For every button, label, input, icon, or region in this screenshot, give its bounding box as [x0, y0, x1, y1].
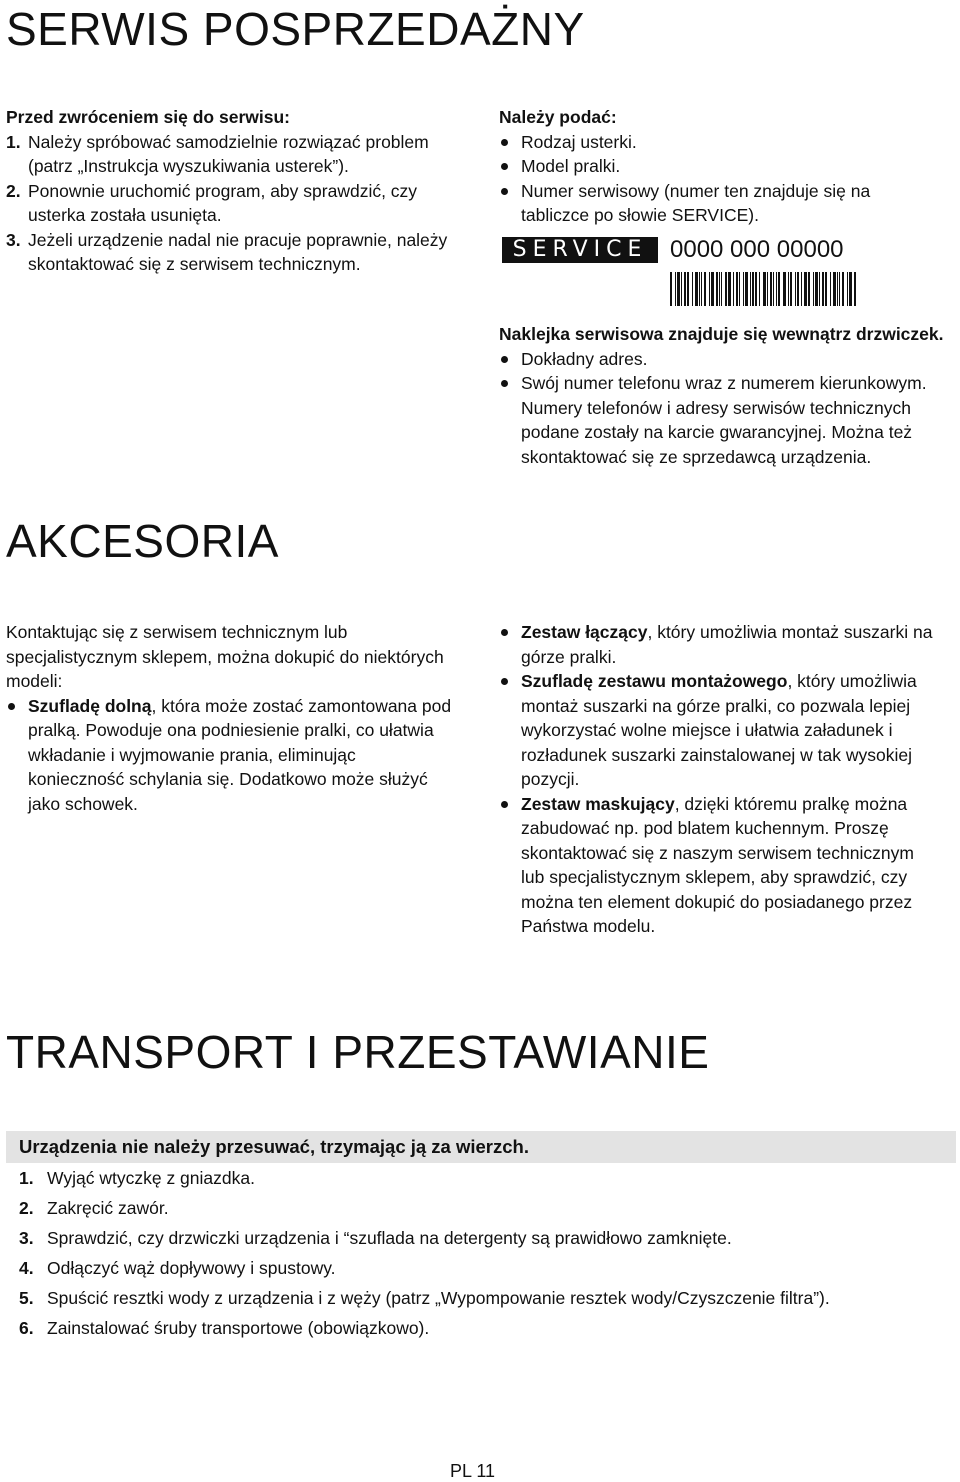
accessories-section-title: AKCESORIA	[6, 515, 279, 567]
accessories-right-list	[499, 620, 939, 939]
list-item	[19, 1226, 949, 1251]
list-item	[6, 179, 476, 228]
barcode-bar	[701, 272, 702, 306]
barcode-bar	[752, 272, 754, 306]
step-number: 6.	[19, 1318, 34, 1338]
list-item	[6, 228, 476, 277]
step-text: Spuścić resztki wody z urządzenia i z węży (patrz „Wypompowanie resztek wody/Czyszczenie filtra”).	[47, 1288, 830, 1308]
step-number: 2.	[19, 1198, 34, 1218]
list-item	[19, 1316, 949, 1341]
list-item	[19, 1256, 949, 1281]
barcode-bar	[721, 272, 722, 306]
list-item	[499, 620, 939, 669]
provide-list	[499, 130, 919, 228]
step-number: 2.	[6, 180, 21, 201]
barcode-bar	[839, 272, 840, 306]
barcode-bar	[733, 272, 734, 306]
service-section-title: SERWIS POSPRZEDAŻNY	[6, 3, 585, 55]
list-item: Swój numer telefonu wraz z numerem kierunkowym.	[499, 371, 949, 396]
step-number: 5.	[19, 1288, 34, 1308]
barcode-bar	[670, 272, 672, 306]
provide-info-block	[499, 105, 919, 228]
step-text: Wyjąć wtyczkę z gniazdka.	[47, 1168, 255, 1188]
transport-steps	[19, 1166, 949, 1341]
barcode-bar	[681, 272, 682, 306]
list-item	[6, 130, 476, 179]
barcode-bar	[819, 272, 820, 306]
contact-note: Numery telefonów i adresy serwisów technicznych podane zostały na karcie gwarancyjnej. Można też skontaktować się ze sprzedawcą urządzenia.	[521, 397, 913, 467]
step-number: 4.	[19, 1258, 34, 1278]
barcode-bar	[795, 272, 796, 306]
service-word-box: SERVICE	[502, 237, 658, 263]
barcode-bar	[783, 272, 786, 306]
barcode-bar	[716, 272, 718, 306]
item-name: Zestaw łączący	[521, 622, 648, 642]
barcode-bar	[719, 272, 720, 306]
step-number: 1.	[6, 131, 21, 152]
step-text: Zainstalować śruby transportowe (obowiązkowo).	[47, 1318, 430, 1338]
barcode-bar	[725, 272, 727, 306]
barcode-bar	[773, 272, 774, 306]
service-label	[502, 237, 862, 307]
barcode-bar	[815, 272, 818, 306]
list-item	[6, 694, 456, 817]
barcode-bar	[770, 272, 772, 306]
step-number: 3.	[6, 229, 21, 250]
barcode-bar	[849, 272, 852, 306]
transport-section-title: TRANSPORT I PRZESTAWIANIE	[6, 1026, 710, 1078]
barcode-bar	[739, 272, 740, 306]
barcode-bar	[767, 272, 768, 306]
accessories-left-column	[6, 620, 456, 816]
step-text: Ponownie uruchomić program, aby sprawdzić, czy usterka została usunięta.	[28, 180, 418, 225]
transport-warning: Urządzenia nie należy przesuwać, trzymając ją za wierzch.	[19, 1136, 529, 1157]
list-item	[19, 1166, 949, 1191]
step-text: Odłączyć wąż dopływowy i spustowy.	[47, 1258, 336, 1278]
barcode-bar	[709, 272, 710, 306]
item-name: Szufladę dolną	[28, 695, 152, 716]
barcode-bar	[847, 272, 848, 306]
barcode-bar	[825, 272, 827, 306]
before-service-steps	[6, 130, 476, 277]
item-description: , dzięki któremu pralkę można zabudować np. pod blatem kuchennym. Proszę skontaktować się z naszym serwisem technicznym lub specjalistycznym sklepem, aby sprawdzić, czy można ten element dokupić do posiadanego przez Państwa modelu.	[521, 793, 914, 936]
barcode-bar	[711, 272, 714, 306]
barcode-bar	[687, 272, 689, 306]
step-number: 1.	[19, 1168, 34, 1188]
barcode-bar	[763, 272, 766, 306]
barcode-bar	[778, 272, 780, 306]
barcode-bar	[675, 272, 676, 306]
barcode-bar	[755, 272, 757, 306]
barcode-bar	[750, 272, 751, 306]
step-text: Jeżeli urządzenie nadal nie pracuje poprawnie, należy skontaktować się z serwisem technicznym.	[28, 229, 448, 274]
barcode-bar	[790, 272, 792, 306]
barcode-bar	[684, 272, 686, 306]
sticker-note: Naklejka serwisowa znajduje się wewnątrz drzwiczek.	[499, 324, 944, 344]
barcode-bar	[736, 272, 738, 306]
item-name: Zestaw maskujący	[521, 793, 675, 814]
list-item: Rodzaj usterki.	[499, 130, 919, 155]
sticker-contact-block	[499, 322, 949, 469]
step-text: Należy spróbować samodzielnie rozwiązać problem (patrz „Instrukcja wyszukiwania usterek”).	[28, 131, 429, 176]
accessories-right-column	[499, 620, 939, 939]
item-description: , która może zostać zamontowana pod pralką. Powoduje ona podniesienie pralki, co ułatwia wkładanie i wyjmowanie prania, eliminując konieczność schylania się. Dodatkowo może służyć jako schowek.	[28, 695, 452, 814]
before-service-heading: Przed zwróceniem się do serwisu:	[6, 107, 290, 127]
item-name: Szufladę zestawu montażowego	[521, 671, 788, 691]
barcode-bar	[822, 272, 824, 306]
barcode-bar	[745, 272, 748, 306]
list-item	[19, 1196, 949, 1221]
barcode-bar	[759, 272, 760, 306]
transport-steps-block	[19, 1166, 949, 1346]
barcode-bar	[808, 272, 810, 306]
list-item	[499, 792, 939, 939]
provide-heading: Należy podać:	[499, 107, 617, 127]
barcode-bar	[842, 272, 844, 306]
barcode-bar	[704, 272, 706, 306]
list-item: Model pralki.	[499, 154, 919, 179]
page-number: PL 11	[450, 1461, 496, 1481]
accessories-left-list	[6, 694, 456, 817]
service-number: 0000 000 00000	[670, 236, 844, 263]
barcode-bar	[837, 272, 838, 306]
accessories-intro: Kontaktując się z serwisem technicznym lub specjalistycznym sklepem, można dokupić do niektórych modeli:	[6, 622, 444, 691]
barcode-bar	[728, 272, 731, 306]
barcode-bar	[801, 272, 802, 306]
list-item	[499, 669, 939, 792]
barcode-bar	[788, 272, 789, 306]
barcode-bar	[804, 272, 807, 306]
item-description: , który umożliwia montaż suszarki na górze pralki.	[521, 622, 933, 667]
barcode-bar	[743, 272, 744, 306]
barcode-bar	[692, 272, 693, 306]
barcode-bar	[854, 272, 856, 306]
step-text: Sprawdzić, czy drzwiczki urządzenia i “szuflada na detergenty są prawidłowo zamknięte.	[47, 1228, 732, 1248]
barcode-bar	[677, 272, 680, 306]
list-item: Dokładny adres.	[499, 347, 949, 372]
step-number: 3.	[19, 1228, 34, 1248]
barcode-bar	[797, 272, 799, 306]
service-before-block	[6, 105, 476, 277]
barcode-bar	[830, 272, 831, 306]
barcode-bar	[833, 272, 836, 306]
barcode	[670, 272, 858, 306]
barcode-bar	[776, 272, 777, 306]
barcode-bar	[695, 272, 698, 306]
contact-list	[499, 347, 949, 396]
barcode-bar	[699, 272, 700, 306]
item-description: , który umożliwia montaż suszarki na górze pralki, co pozwala lepiej wykorzystać wolne miejsce i ułatwia załadunek i rozładunek suszarki zainstalowanej w tak wysokiej pozycji.	[521, 671, 917, 789]
list-item: Numer serwisowy (numer ten znajduje się na tabliczce po słowie SERVICE).	[499, 179, 919, 228]
list-item	[19, 1286, 949, 1311]
barcode-bar	[813, 272, 814, 306]
step-text: Zakręcić zawór.	[47, 1198, 169, 1218]
